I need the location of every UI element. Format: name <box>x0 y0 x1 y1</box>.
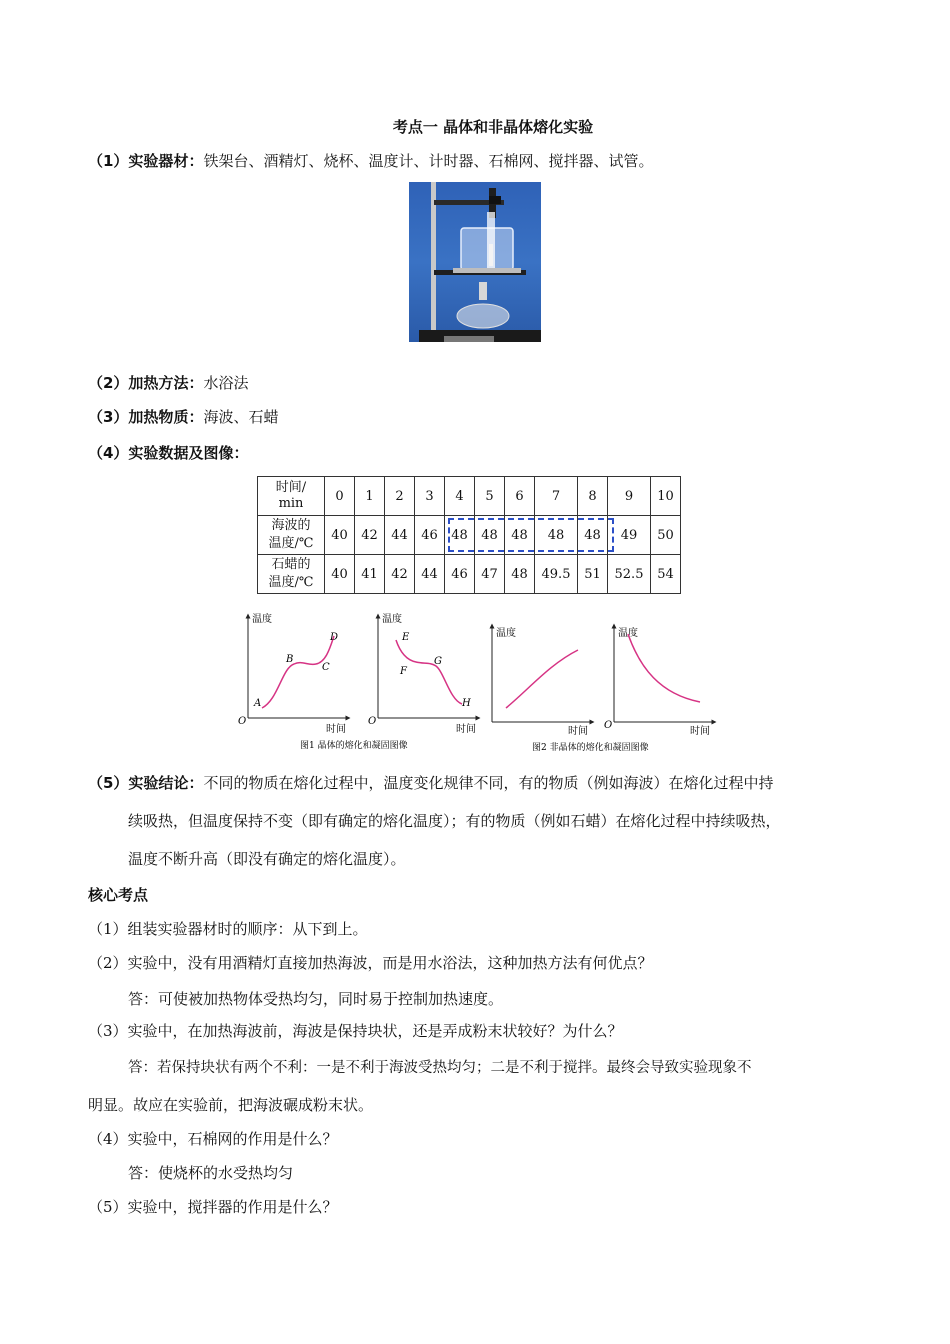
core-a3-line2: 明显。故应在实验前，把海波碾成粉末状。 <box>88 1096 374 1114</box>
table-cell: 7 <box>535 477 578 516</box>
table-cell: 4 <box>445 477 475 516</box>
section-5-label: （5）实验结论： <box>88 774 204 792</box>
table-cell: 48 <box>475 516 505 555</box>
x-axis-label: 时间 <box>568 726 588 737</box>
table-cell: 50 <box>651 516 681 555</box>
plateau-highlight-box <box>448 518 614 552</box>
row-label-wax <box>258 555 325 594</box>
table-cell: 52.5 <box>608 555 651 594</box>
core-q2: （2）实验中，没有用酒精灯直接加热海波，而是用水浴法，这种加热方法有何优点？ <box>88 954 653 972</box>
origin-label: O <box>238 716 247 727</box>
row-label-hypo-line2: 温度/℃ <box>268 536 314 551</box>
table-cell: 48 <box>505 516 535 555</box>
point-label: B <box>286 654 294 665</box>
figure-1-caption: 图1 晶体的熔化和凝固图像 <box>300 741 408 751</box>
table-cell: 9 <box>608 477 651 516</box>
page-title: 考点一 晶体和非晶体熔化实验 <box>392 118 594 136</box>
x-axis-label: 时间 <box>326 724 346 735</box>
point-label: C <box>322 662 330 673</box>
core-heading: 核心考点 <box>88 886 149 904</box>
table-cell: 47 <box>475 555 505 594</box>
point-label: E <box>402 632 410 643</box>
table-cell: 48 <box>578 516 608 555</box>
curve-amorphous-solidification <box>628 634 700 702</box>
table-cell: 51 <box>578 555 608 594</box>
section-2 <box>88 372 248 393</box>
section-2-label: （2）加热方法： <box>88 374 204 392</box>
core-q3: （3）实验中，在加热海波前，海波是保持块状，还是弄成粉末状较好？为什么？ <box>88 1022 623 1040</box>
row-label-hypo-line1: 海波的 <box>271 518 311 533</box>
table-cell: 3 <box>415 477 445 516</box>
row-label-wax-line1: 石蜡的 <box>271 557 311 572</box>
table-cell: 40 <box>325 516 355 555</box>
table-cell: 40 <box>325 555 355 594</box>
core-q1: （1）组装实验器材时的顺序：从下到上。 <box>88 920 368 938</box>
graph-amorphous-melting <box>492 626 592 737</box>
header-time-line1: 时间/ <box>275 480 307 495</box>
core-a4: 答：使烧杯的水受热均匀 <box>128 1164 294 1182</box>
section-4-label: （4）实验数据及图像： <box>88 444 249 462</box>
point-label: G <box>434 656 442 667</box>
table-cell: 48 <box>505 555 535 594</box>
table-cell: 54 <box>651 555 681 594</box>
y-axis-label: 温度 <box>252 614 272 625</box>
section-3-label: （3）加热物质： <box>88 408 204 426</box>
table-cell: 44 <box>415 555 445 594</box>
point-label: A <box>254 698 262 709</box>
apparatus-illustration <box>409 182 541 342</box>
table-row-wax <box>258 555 681 594</box>
table-cell: 46 <box>445 555 475 594</box>
melting-graphs <box>230 608 730 758</box>
section-1-text: 铁架台、酒精灯、烧杯、温度计、计时器、石棉网、搅拌器、试管。 <box>203 152 654 170</box>
graph-amorphous-solidification <box>604 626 714 737</box>
table-cell: 44 <box>385 516 415 555</box>
figure-2-caption: 图2 非晶体的熔化和凝固图像 <box>532 743 649 753</box>
x-axis-label: 时间 <box>456 724 476 735</box>
section-5-line3: 温度不断升高（即没有确定的熔化温度）。 <box>128 850 406 868</box>
core-a3-line1: 答：若保持块状有两个不利：一是不利于海波受热均匀；二是不利于搅拌。最终会导致实验现象不 <box>128 1060 752 1076</box>
section-3 <box>88 406 278 427</box>
curve-amorphous-melting <box>506 650 578 708</box>
apparatus-photo <box>409 182 541 342</box>
point-label: D <box>330 632 339 643</box>
section-3-text: 海波、石蜡 <box>203 408 279 426</box>
table-row-time <box>258 477 681 516</box>
table-cell: 6 <box>505 477 535 516</box>
section-1 <box>88 150 653 171</box>
table-cell: 49.5 <box>535 555 578 594</box>
table-cell: 42 <box>385 555 415 594</box>
row-label-wax-line2: 温度/℃ <box>268 575 314 590</box>
graph-crystal-melting <box>238 612 348 735</box>
row-label-hypo <box>258 516 325 555</box>
table-cell: 42 <box>355 516 385 555</box>
table-cell: 49 <box>608 516 651 555</box>
y-axis-label: 温度 <box>496 628 516 639</box>
table-cell: 46 <box>415 516 445 555</box>
origin-label: O <box>604 720 613 731</box>
y-axis-label: 温度 <box>382 614 402 625</box>
core-q4: （4）实验中，石棉网的作用是什么？ <box>88 1130 338 1148</box>
table-cell: 2 <box>385 477 415 516</box>
table-cell: 1 <box>355 477 385 516</box>
section-2-text: 水浴法 <box>203 374 249 392</box>
y-axis-label: 温度 <box>618 628 638 639</box>
point-label: H <box>462 698 471 709</box>
section-1-label: （1）实验器材： <box>88 152 204 170</box>
table-cell: 48 <box>535 516 578 555</box>
graph-crystal-solidification <box>368 612 478 735</box>
origin-label: O <box>368 716 377 727</box>
section-5-line1: 不同的物质在熔化过程中，温度变化规律不同，有的物质（例如海波）在熔化过程中持 <box>203 774 774 792</box>
core-q5: （5）实验中，搅拌器的作用是什么？ <box>88 1198 338 1216</box>
x-axis-label: 时间 <box>690 726 710 737</box>
header-time-line2: min <box>278 496 304 511</box>
table-cell: 5 <box>475 477 505 516</box>
section-5-line2: 续吸热，但温度保持不变（即有确定的熔化温度）；有的物质（例如石蜡）在熔化过程中持续吸热， <box>128 812 781 830</box>
section-4 <box>88 442 248 463</box>
table-cell: 8 <box>578 477 608 516</box>
table-cell: 41 <box>355 555 385 594</box>
table-cell: 0 <box>325 477 355 516</box>
table-cell: 48 <box>445 516 475 555</box>
point-label: F <box>400 666 407 677</box>
section-5 <box>88 764 878 878</box>
header-time <box>258 477 325 516</box>
table-cell: 10 <box>651 477 681 516</box>
core-a2: 答：可使被加热物体受热均匀，同时易于控制加热速度。 <box>128 990 504 1008</box>
